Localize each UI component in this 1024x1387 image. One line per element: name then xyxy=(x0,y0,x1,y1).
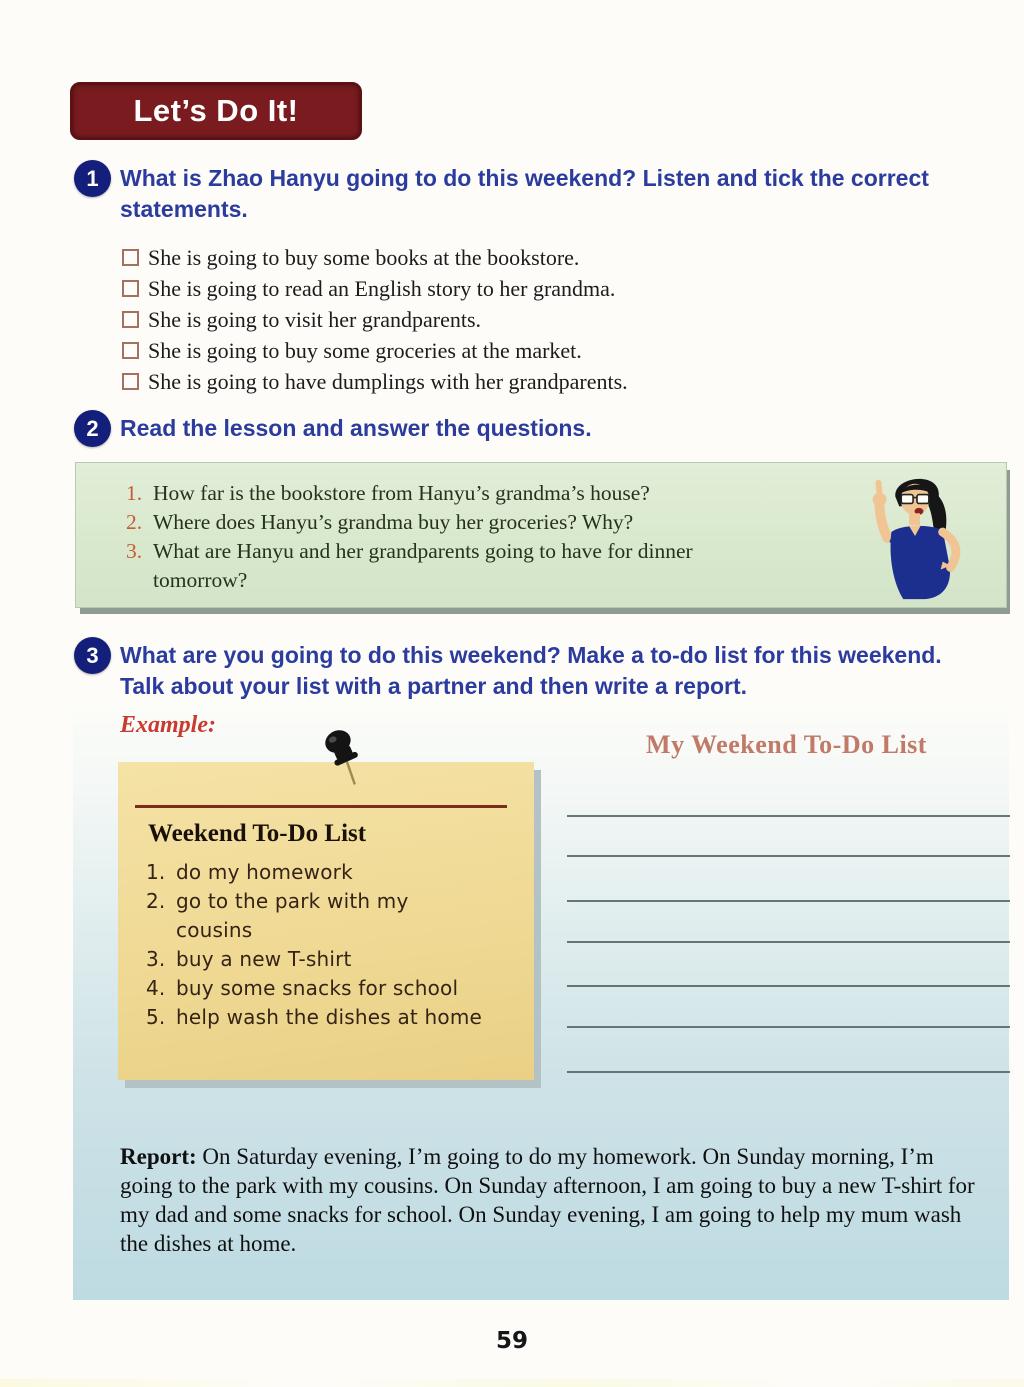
task-1-number-badge xyxy=(74,160,111,197)
page-number: 59 xyxy=(495,1328,528,1354)
report-label: Report: xyxy=(120,1144,197,1169)
question-list xyxy=(126,479,786,595)
todo-list-title: My Weekend To-Do List xyxy=(646,730,927,759)
question-number: 3. xyxy=(126,539,143,563)
statement-checkbox[interactable] xyxy=(122,373,139,390)
note-item xyxy=(146,945,508,974)
note-item-text: go to the park with my cousins xyxy=(176,889,409,942)
statement-checkbox[interactable] xyxy=(122,249,139,266)
task-3-heading: What are you going to do this weekend? Make a to-do list for this weekend. Talk about your list with a partner and then write a report. xyxy=(120,642,942,699)
note-item-number: 3. xyxy=(146,947,166,971)
statement-row xyxy=(122,367,882,398)
question-text: Where does Hanyu’s grandma buy her groceries? Why? xyxy=(153,510,634,534)
write-line xyxy=(567,900,1010,902)
statement-text: She is going to read an English story to her grandma. xyxy=(148,276,616,301)
write-line xyxy=(567,1071,1010,1073)
note-divider-line xyxy=(135,805,507,808)
task-2-heading: Read the lesson and answer the questions. xyxy=(120,415,592,441)
statement-checkbox[interactable] xyxy=(122,311,139,328)
write-line xyxy=(567,855,1010,857)
note-item-number: 2. xyxy=(146,889,166,913)
write-line xyxy=(567,941,1010,943)
note-title: Weekend To-Do List xyxy=(148,820,367,847)
note-item xyxy=(146,887,456,945)
write-line xyxy=(567,815,1010,817)
statement-text: She is going to have dumplings with her grandparents. xyxy=(148,369,628,394)
statement-text: She is going to visit her grandparents. xyxy=(148,307,482,332)
task-2-number-badge xyxy=(74,410,111,447)
question-text: How far is the bookstore from Hanyu’s grandma’s house? xyxy=(153,481,650,505)
question-number: 2. xyxy=(126,510,143,534)
task-3-number-badge xyxy=(74,637,111,674)
note-item-number: 1. xyxy=(146,860,166,884)
question-row xyxy=(126,537,736,595)
statement-checkbox[interactable] xyxy=(122,280,139,297)
report-paragraph xyxy=(120,1142,984,1258)
task-1-heading: What is Zhao Hanyu going to do this weekend? Listen and tick the correct statements. xyxy=(120,165,929,222)
note-item xyxy=(146,1003,508,1032)
note-item-number: 4. xyxy=(146,976,166,1000)
note-item-text: help wash the dishes at home xyxy=(176,1005,483,1029)
example-sticky-note xyxy=(118,762,534,1080)
note-item xyxy=(146,974,508,1003)
note-item-list xyxy=(146,858,508,1032)
question-row xyxy=(126,479,786,508)
todo-write-lines xyxy=(567,698,1010,1098)
statement-text: She is going to buy some groceries at the market. xyxy=(148,338,582,363)
note-item xyxy=(146,858,508,887)
example-label: Example: xyxy=(120,712,216,738)
lets-do-it-banner xyxy=(70,82,362,140)
task-1-number: 1 xyxy=(86,165,99,191)
pushpin-icon xyxy=(300,726,376,802)
question-text: What are Hanyu and her grandparents going to have for dinner tomorrow? xyxy=(153,539,693,592)
note-item-text: buy some snacks for school xyxy=(176,976,459,1000)
note-item-text: do my homework xyxy=(176,860,353,884)
statement-row xyxy=(122,336,882,367)
statement-row xyxy=(122,305,882,336)
note-item-text: buy a new T-shirt xyxy=(176,947,352,971)
reading-questions-box xyxy=(75,462,1007,608)
teacher-illustration xyxy=(844,467,992,605)
task-3-number: 3 xyxy=(86,642,99,668)
write-line xyxy=(567,985,1010,987)
question-row xyxy=(126,508,786,537)
question-number: 1. xyxy=(126,481,143,505)
banner-title: Let’s Do It! xyxy=(133,93,299,128)
scan-edge-artifact xyxy=(0,1379,1024,1387)
statement-text: She is going to buy some books at the bookstore. xyxy=(148,245,580,270)
task-2-number: 2 xyxy=(86,415,99,441)
statement-row xyxy=(122,243,882,274)
write-line xyxy=(567,1026,1010,1028)
statement-row xyxy=(122,274,882,305)
listening-statement-list xyxy=(122,243,882,398)
statement-checkbox[interactable] xyxy=(122,342,139,359)
note-item-number: 5. xyxy=(146,1005,166,1029)
report-text: On Saturday evening, I’m going to do my homework. On Sunday morning, I’m going to the park with my cousins. On Sunday afternoon, I am going to buy a new T-shirt for my dad and some snacks for school. On Sunday evening, I am going to help my mum wash the dishes at home. xyxy=(120,1144,975,1256)
